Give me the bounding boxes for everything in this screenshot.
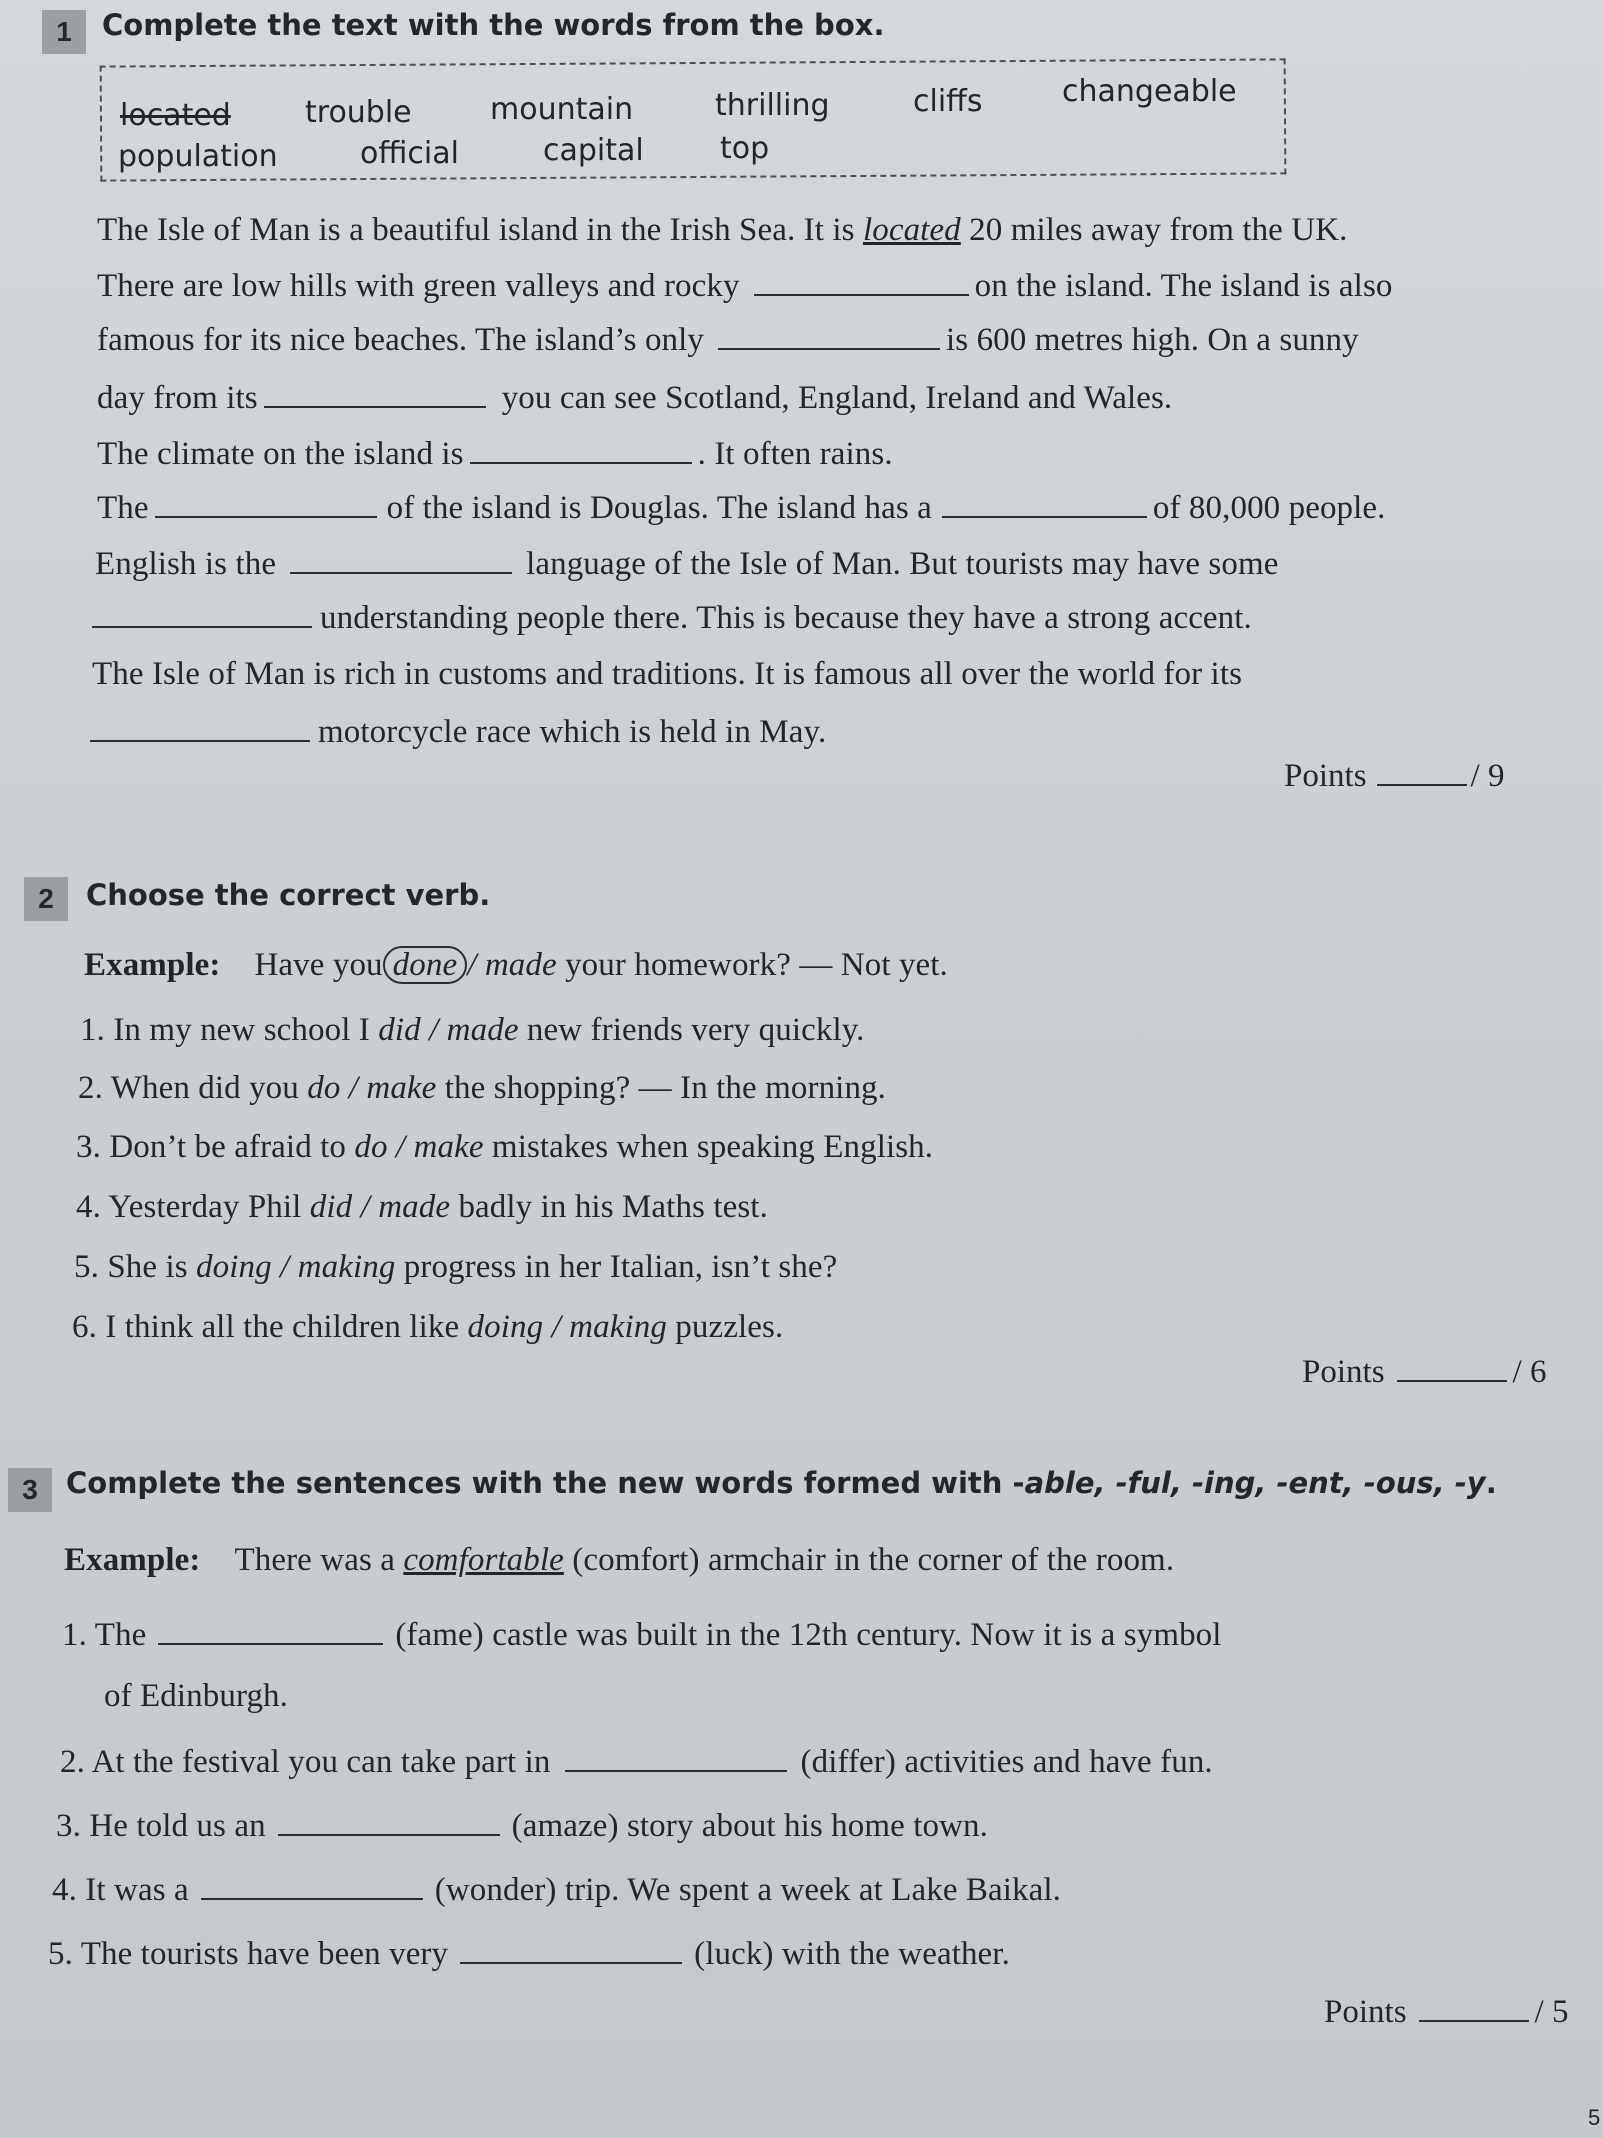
text-line-10: motorcycle race which is held in May. (90, 714, 826, 751)
verb-item-3: 3. Don’t be afraid to do / make mistakes when speaking English. (76, 1129, 934, 1165)
text-line-4: day from its you can see Scotland, England, Ireland and Wales. (97, 380, 1173, 416)
exercise-2-heading: Choose the correct verb. (86, 878, 491, 912)
exercise-3-points-blank[interactable] (1419, 1994, 1529, 2022)
verb-item-4: 4. Yesterday Phil did / made badly in his Maths test. (76, 1189, 768, 1225)
word-item-5: 5. The tourists have been very (luck) with the weather. (48, 1936, 1010, 1972)
exercise-2-points-blank[interactable] (1397, 1354, 1507, 1382)
exercise-1-points-blank[interactable] (1377, 758, 1467, 786)
verb-item-5: 5. She is doing / making progress in her Italian, isn’t she? (74, 1249, 838, 1285)
text-line-1: The Isle of Man is a beautiful island in the Irish Sea. It is located 20 miles away from the UK. (97, 212, 1348, 248)
verb-choice-4[interactable]: did / made (309, 1189, 451, 1225)
verb-item-1: 1. In my new school I did / made new friends very quickly. (80, 1012, 865, 1048)
text-line-7: English is the language of the Isle of Man. But tourists may have some (95, 546, 1279, 582)
answer-blank-1[interactable] (754, 268, 969, 296)
box-word-changeable: changeable (1062, 74, 1237, 109)
word-blank-3[interactable] (278, 1808, 500, 1836)
verb-choice-1[interactable]: did / made (378, 1012, 519, 1048)
box-word-thrilling: thrilling (715, 88, 830, 123)
word-blank-2[interactable] (565, 1744, 787, 1772)
box-word-located: located (120, 98, 231, 133)
verb-choice-6[interactable]: doing / making (467, 1309, 667, 1345)
box-word-top: top (720, 131, 770, 166)
exercise-3-number: 3 (8, 1468, 52, 1512)
box-word-cliffs: cliffs (913, 84, 983, 119)
word-item-2: 2. At the festival you can take part in (differ) activities and have fun. (60, 1744, 1213, 1780)
verb-item-6: 6. I think all the children like doing / making puzzles. (72, 1309, 784, 1345)
box-word-mountain: mountain (490, 92, 634, 127)
text-line-8: understanding people there. This is because they have a strong accent. (92, 600, 1252, 637)
word-blank-5[interactable] (460, 1936, 682, 1964)
word-blank-4[interactable] (201, 1872, 423, 1900)
word-item-1: 1. The (fame) castle was built in the 12th century. Now it is a symbol (62, 1617, 1222, 1653)
answer-blank-5[interactable] (155, 490, 377, 518)
text-line-5: The climate on the island is . It often rains. (97, 436, 893, 472)
exercise-2-example: Example: Have you done / made your homework? — Not yet. (84, 947, 948, 983)
verb-item-2: 2. When did you do / make the shopping? — In the morning. (78, 1070, 886, 1106)
box-word-population: population (118, 139, 278, 174)
word-item-1-continued: of Edinburgh. (104, 1678, 289, 1714)
word-item-3: 3. He told us an (amaze) story about his home town. (56, 1808, 988, 1844)
text-line-2: There are low hills with green valleys and rocky on the island. The island is also (97, 268, 1393, 304)
answer-blank-4[interactable] (470, 436, 692, 464)
exercise-3-example: Example: There was a comfortable (comfort) armchair in the corner of the room. (64, 1542, 1175, 1578)
example-answer-comfortable: comfortable (403, 1542, 564, 1578)
verb-choice-3[interactable]: do / make (354, 1129, 484, 1165)
exercise-3-points: Points / 5 (1324, 1994, 1569, 2030)
exercise-1-number: 1 (42, 10, 86, 54)
box-word-capital: capital (543, 133, 644, 168)
answer-blank-9[interactable] (90, 714, 310, 742)
text-line-3: famous for its nice beaches. The island’s only is 600 metres high. On a sunny (97, 322, 1359, 358)
exercise-1-heading: Complete the text with the words from the box. (102, 8, 885, 42)
word-blank-1[interactable] (158, 1617, 383, 1645)
exercise-3-heading: Complete the sentences with the new words formed with -able, -ful, -ing, -ent, -ous, -y. (66, 1466, 1497, 1500)
text-line-6: The of the island is Douglas. The island has a of 80,000 people. (97, 490, 1386, 526)
text-line-9: The Isle of Man is rich in customs and traditions. It is famous all over the world for its (92, 656, 1243, 692)
answer-blank-6[interactable] (942, 490, 1147, 518)
example-circled-done: done (383, 946, 468, 984)
verb-choice-2[interactable]: do / make (307, 1070, 437, 1106)
word-item-4: 4. It was a (wonder) trip. We spent a week at Lake Baikal. (52, 1872, 1062, 1908)
box-word-trouble: trouble (305, 95, 412, 130)
exercise-2-number: 2 (24, 877, 68, 921)
verb-choice-5[interactable]: doing / making (196, 1249, 396, 1285)
answer-blank-7[interactable] (290, 546, 512, 574)
answer-blank-8[interactable] (92, 600, 312, 628)
exercise-2-points: Points / 6 (1302, 1354, 1547, 1390)
page-number: 5 (1588, 2105, 1601, 2130)
answer-blank-3[interactable] (264, 380, 486, 408)
example-answer-located: located (862, 212, 961, 248)
exercise-1-points: Points / 9 (1284, 758, 1505, 794)
box-word-official: official (360, 136, 459, 171)
answer-blank-2[interactable] (718, 322, 940, 350)
